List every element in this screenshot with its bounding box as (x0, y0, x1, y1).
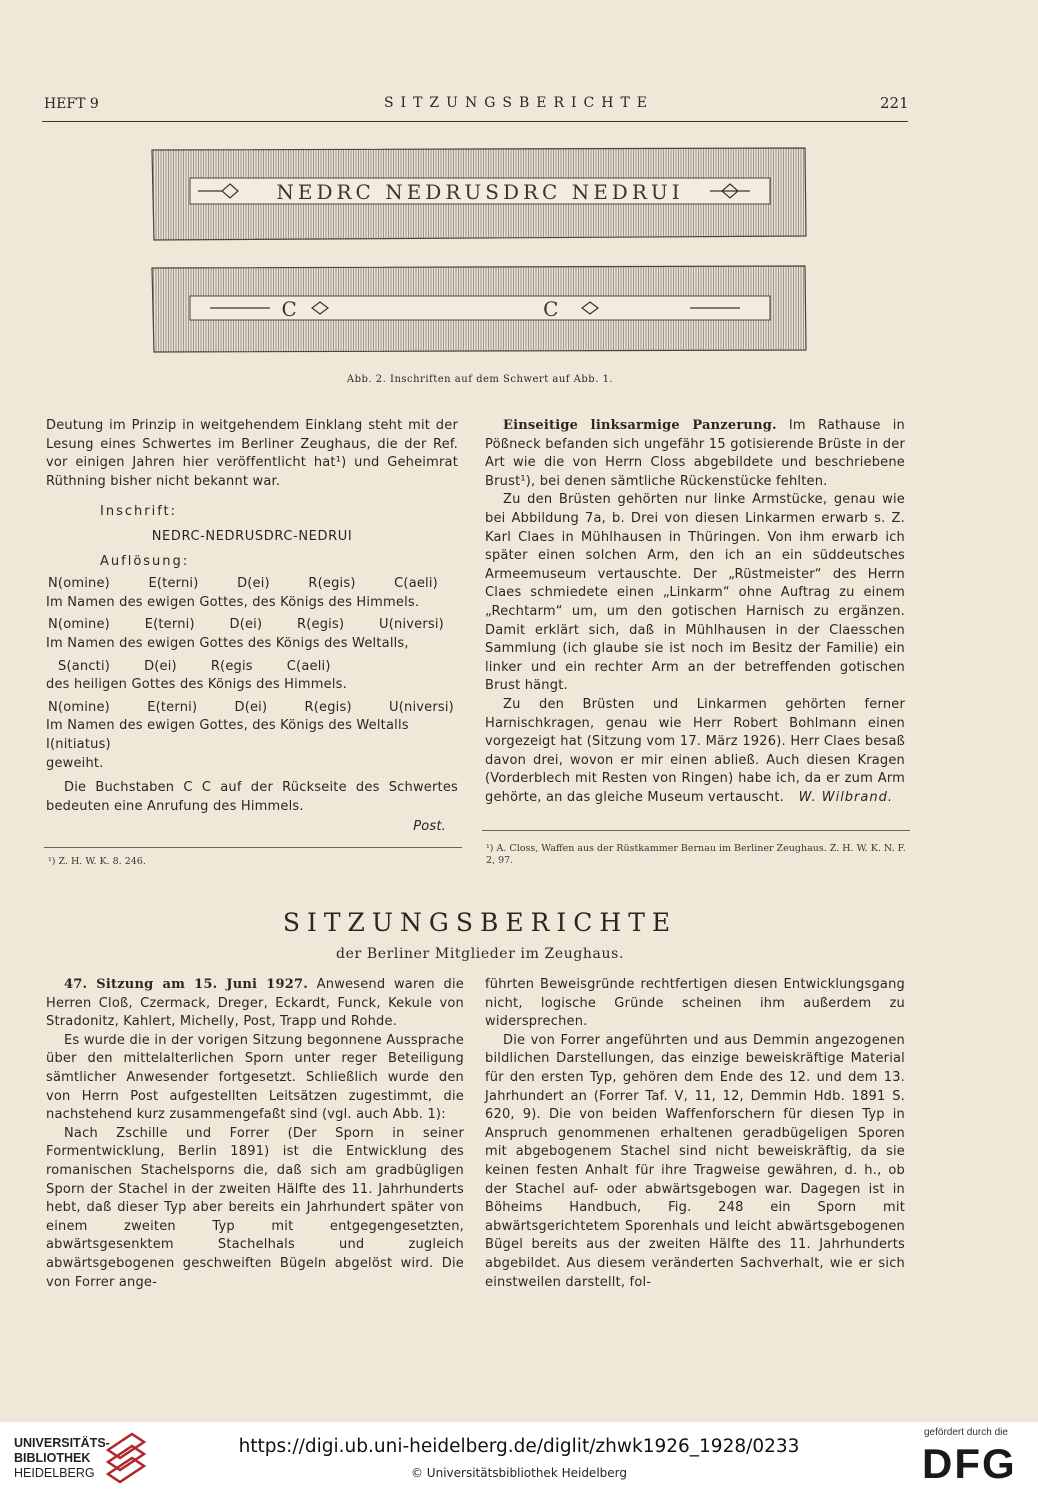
session-para-3: Nach Zschille und Forrer (Der Sporn in seiner Formentwicklung, Berlin 1891) ist die Entwicklung des romanischen Stachelsporns die, daß sich am gradbügligen Sporn der Stachel in der zweiten Hälfte des 11. Jahrhunderts hebt, daß dieser Typ aber bereits ein Jahrhundert später von einem zweiten Typ mit entgegengesetzten, abwärtsgesenktem Stachelhals und zugleich abwärtsgebogenen geschweiften Bügeln abgelöst wird. Die von Forrer ange- (46, 1125, 464, 1290)
session-para-2: Es wurde die in der vorigen Sitzung begonnene Aussprache über den mittelalterlichen Sporn unter reger Beteiligung sämtlicher Anwesender fortgesetzt. Schließlich wurde den von Herrn Post aufgestellten Leitsätzen zugestimmt, die nachstehend kurz zusammengefaßt sind (vgl. auch Abb. 1): (46, 1032, 464, 1123)
initiatus: I(nitiatus) (46, 736, 111, 752)
resolution-line-2 (46, 612, 458, 635)
abbr: R(egis) (308, 576, 356, 592)
abbr: R(egis) (304, 699, 352, 715)
right-signature: W. Wilbrand. (798, 790, 893, 806)
left-column (46, 417, 458, 837)
right-column (485, 417, 905, 808)
right-para-1 (485, 417, 905, 491)
abbr: N(omine) (48, 576, 110, 592)
abbr: S(ancti) (58, 658, 111, 674)
left-signature: Post. (413, 819, 446, 835)
section-subtitle: der Berliner Mitglieder im Zeughaus. (336, 946, 624, 962)
funding-label: gefördert durch die (924, 1427, 1008, 1438)
aufloesung-label: Auflösung: (100, 553, 190, 569)
section-title: SITZUNGSBERICHTE (282, 908, 678, 937)
footer-bar (0, 1422, 1038, 1494)
page-number: 221 (880, 94, 909, 112)
bottom-right-column (485, 976, 905, 1292)
inscription-front-text: NEDRC NEDRUSDRC NEDRUI (276, 180, 684, 204)
translation-line-1: Im Namen des ewigen Gottes, des Königs des Himmels. (46, 594, 420, 610)
session-para-1 (46, 976, 464, 1032)
left-closing: Die Buchstaben C C auf der Rückseite des Schwertes bedeuten eine Anrufung des Himmels. (46, 780, 458, 814)
abbr: U(niversi) (379, 617, 444, 633)
abbr: R(egis) (297, 617, 345, 633)
abbr: D(ei) (237, 576, 270, 592)
session-heading: 47. Sitzung am 15. Juni 1927. (64, 977, 308, 992)
right-para-2: Zu den Brüsten gehörten nur linke Armstücke, genau wie bei Abbildung 7a, b. Drei von diesen Linkarmen erwarb s. Z. Karl Claes in Mühlhausen in Thüringen. Von ihm erwarb ich später einen solchen Arm, den ich an ein süddeutsches Armeemuseum vertauschte. Der „Rüstmeister“ des Herrn Claes schmiedete einen „Linkarm“ ohne Auftrag zu einem „Rechtarm“ um, um den gotischen Harnisch zu ergänzen. Damit erklärt sich, daß in Mühlhausen in der Claesschen Sammlung (ich glaube sie ist noch im Besitz der Familie) ein linker und ein rechter Arm an der betreffenden gotischen Brust hängt. (485, 492, 905, 694)
geweiht: geweiht. (46, 755, 104, 771)
abbr: D(ei) (144, 658, 177, 674)
inschrift-label: Inschrift: (100, 504, 178, 520)
logo-line: HEIDELBERG (14, 1466, 95, 1480)
resolution-line-3 (46, 654, 458, 677)
logo-line: UNIVERSITÄTS- (14, 1436, 110, 1450)
dfg-logo: DFG (922, 1440, 1017, 1487)
sword-inscription-back (150, 262, 810, 354)
abbr: U(niversi) (389, 699, 454, 715)
footnote-rule-right (482, 830, 910, 831)
inschrift-text: NEDRC-NEDRUSDRC-NEDRUI (151, 528, 353, 544)
abbr: R(egis (210, 658, 253, 674)
permalink-url[interactable]: https://digi.ub.uni-heidelberg.de/diglit/zhwk1926_1928/0233 (238, 1436, 800, 1457)
resolution-line-1 (46, 575, 458, 594)
abbr: E(terni) (147, 699, 198, 715)
abbr: C(aeli) (286, 658, 331, 674)
left-footnote: ¹) Z. H. W. K. 8. 246. (48, 856, 146, 867)
right-para-3: Zu den Brüsten und Linkarmen gehörten ferner Harnischkragen, genau wie Herr Robert Bohlmann einen vorgezeigt hat (Sitzung vom 17. März 1926). Herr Claes besaß davon drei, wovon er mir einen abließ. Auch diesen Kragen (Vorderblech mit Resten von Ringen) habe ich, da er zum Arm gehörte, an das gleiche Museum vertauscht. (485, 696, 905, 805)
abbr: E(terni) (148, 576, 199, 592)
header-rule (42, 121, 908, 122)
abbr: D(ei) (229, 617, 263, 633)
abbr: N(omine) (48, 617, 110, 633)
right-footnote: ¹) A. Closs, Waffen aus der Rüstkammer Bernau im Berliner Zeughaus. Z. H. W. K. N. F. 2, 97. (486, 843, 906, 866)
translation-line-2: Im Namen des ewigen Gottes des Königs des Weltalls, (46, 635, 409, 651)
left-intro: Deutung im Prinzip in weitgehendem Einklang steht mit der Lesung eines Schwertes im Berliner Zeughaus, die der Ref. vor einigen Jahren hier veröffentlicht hat¹) und Geheimrat Rüthning bisher nicht bekannt war. (46, 418, 458, 489)
spur-para-1: führten Beweisgründe rechtfertigen diesen Entwicklungsgang nicht, logische Gründe scheinen ihm außerdem zu widersprechen. (485, 977, 905, 1030)
right-para-1-text: Im Rathause in Pößneck befanden sich ungefähr 15 gotisierende Brüste in der Art wie die von Herrn Closs abgebildete und beschriebene Brust¹), bei denen sämtliche Rückenstücke fehlten. (485, 418, 905, 489)
logo-line: BIBLIOTHEK (14, 1451, 91, 1465)
abbr: C(aeli) (394, 576, 438, 592)
spur-para-2: Die von Forrer angeführten und aus Demmin angezogenen bildlichen Darstellungen, das einzige beweiskräftige Material für den ersten Typ, gehören dem Ende des 12. und dem 13. Jahrhundert an (Forrer Taf. V, 11, 12, Demmin Hdb. 1891 S. 620, 9). Die von beiden Waffenforschern für diesen Typ in Anspruch genommenen erhaltenen geradbügeligen Sporen mit abgebogenem Stachel sind nicht beweiskräftig, da sie keinen festen Anhalt für ihre Tragweise gewähren, d. h., ob der Stachel auf- oder abwärtsgebogen war. Dagegen ist in Böheims Handbuch, Fig. 248 ein Sporn mit abwärtsgerichtetem Sporenhals und leicht abwärtsgebogenen Bügel bereits aus der zweiten Hälfte des 11. Jahrhunderts abgebildet. Aus diesem veränderten Sachverhalt, wie er sich einstweilen darstellt, fol- (485, 1032, 905, 1290)
header-issue: HEFT 9 (44, 96, 99, 112)
figure-caption: Abb. 2. Inschriften auf dem Schwert auf Abb. 1. (346, 374, 614, 385)
sword-inscription-front (150, 144, 810, 242)
abbr: N(omine) (48, 699, 110, 715)
footnote-rule-left (44, 847, 462, 848)
abbr: D(ei) (234, 699, 268, 715)
bottom-left-column (46, 976, 464, 1292)
translation-line-3: des heiligen Gottes des Königs des Himmels. (46, 677, 347, 693)
copyright-notice: © Universitätsbibliothek Heidelberg (410, 1466, 627, 1480)
abbr: E(terni) (144, 617, 195, 633)
translation-line-4: Im Namen des ewigen Gottes, des Königs des Weltalls (46, 718, 409, 734)
inscription-back-text: C C (281, 297, 679, 321)
header-title: SITZUNGSBERICHTE (383, 95, 655, 111)
session-para-1-text: Anwesend waren die Herren Cloß, Czermack, Dreger, Eckardt, Funck, Kekule von Stradonitz, Kahlert, Michelly, Post, Trapp und Rohde. (46, 977, 464, 1030)
resolution-line-4 (46, 695, 458, 718)
armor-heading: Einseitige linksarmige Panzerung. (503, 418, 777, 433)
